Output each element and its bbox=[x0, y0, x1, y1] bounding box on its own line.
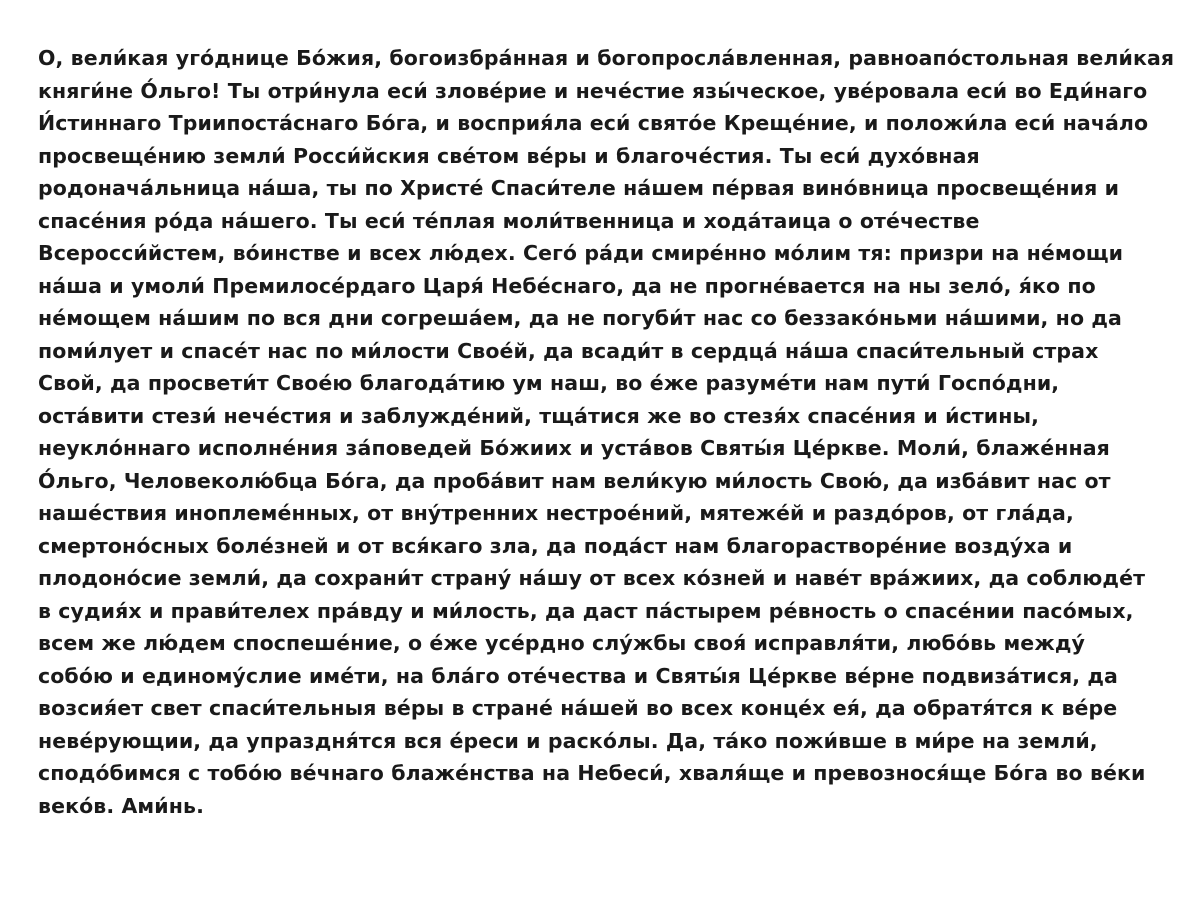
prayer-text-block bbox=[38, 42, 1188, 822]
prayer-line: спасéния ро́да на́шего. Ты еси́ тéплая моли́твенница и хода́таица о отéчестве bbox=[38, 208, 980, 233]
prayer-line: княги́не О́льго! Ты отри́нула еси́ зловéрие и нечéстие язы́ческое, увéровала еси́ во Еди́наго bbox=[38, 78, 1148, 103]
prayer-line: веко́в. Ами́нь. bbox=[38, 793, 204, 818]
prayer-line: Свой, да просвети́т Свое́ю благода́тию ум наш, во е́же разумéти нам пути́ Госпо́дни, bbox=[38, 371, 1060, 395]
prayer-line: И́стиннаго Триипоста́снаго Бо́га, и восприя́ла еси́ свято́е Крещéние, и положи́ла еси́ нача́ло bbox=[38, 111, 1149, 135]
prayer-line: О, вели́кая уго́днице Бо́жия, богоизбра́нная и богопросла́вленная, равноапо́стольная вели́кая bbox=[38, 46, 1175, 70]
prayer-line: просвещéнию земли́ Росси́йския свéтом вéры и благочéстия. Ты еси́ духо́вная bbox=[38, 143, 980, 168]
prayer-line: сподо́бимся с тобо́ю вéчнаго блажéнства на Небеси́, хваля́ще и превознося́ще Бо́га во вéки bbox=[38, 761, 1146, 785]
prayer-line: О́льго, Человеколю́бца Бо́га, да проба́вит нам вели́кую ми́лость Свою́, да изба́вит нас от bbox=[38, 468, 1111, 493]
prayer-line: неукло́ннаго исполнéния за́поведей Бо́жиих и уста́вов Святы́я Це́ркве. Моли́, блажéнная bbox=[38, 436, 1110, 460]
prayer-line: собо́ю и единому́слие имéти, на бла́го отéчества и Святы́я Це́ркве вéрне подвиза́тися, да bbox=[38, 663, 1118, 688]
prayer-line: всем же лю́дем споспешéние, о е́же усéрдно слу́жбы своя́ исправля́ти, любо́вь между́ bbox=[38, 631, 1085, 655]
prayer-line: на́ша и умоли́ Премилосéрдаго Царя́ Небéснаго, да не прогнéвается на ны зело́, я́ко по bbox=[38, 273, 1096, 298]
prayer-line: родонача́льница на́ша, ты по Христе́ Спаси́теле на́шем пéрвая вино́вница просвещéния и bbox=[38, 176, 1120, 200]
prayer-line: возсия́ет свет спаси́тельныя вéры в стране́ на́шей во всех конце́х ея́, да обратя́тся к вéре bbox=[38, 696, 1118, 720]
prayer-line: Всеросси́йстем, во́инстве и всех лю́дех. Сего́ ра́ди смирéнно мо́лим тя: призри на нéмощи bbox=[38, 241, 1124, 265]
prayer-line: нéмощем на́шим по вся дни согреша́ем, да не погуби́т нас со беззако́ньми на́шими, но да bbox=[38, 306, 1122, 330]
prayer-line: смертоно́сных боле́зней и от вся́каго зла, да пода́ст нам благорастворéние возду́ха и bbox=[38, 533, 1073, 558]
prayer-line: невéрующии, да упраздня́тся вся е́реси и раско́лы. Да, та́ко пожи́вше в ми́ре на земли́, bbox=[38, 728, 1098, 753]
prayer-line: оста́вити стези́ нечéстия и заблужде́ний, тща́тися же во стезя́х спасéния и и́стины, bbox=[38, 403, 1040, 428]
prayer-line: нашéствия иноплемéнных, от вну́тренних нестрое́ний, мятеже́й и раздо́ров, от гла́да, bbox=[38, 501, 1074, 525]
prayer-line: плодоно́сие земли́, да сохрани́т страну́ на́шу от всех ко́зней и навéт вра́жиих, да соблюде́т bbox=[38, 566, 1146, 590]
prayer-line: в судия́х и прави́телех пра́вду и ми́лость, да даст па́стырем рéвность о спасéнии пасо́мых, bbox=[38, 598, 1134, 623]
prayer-line: поми́лует и спасéт нас по ми́лости Свое́й, да всади́т в сердца́ на́ша спаси́тельный страх bbox=[38, 338, 1099, 363]
